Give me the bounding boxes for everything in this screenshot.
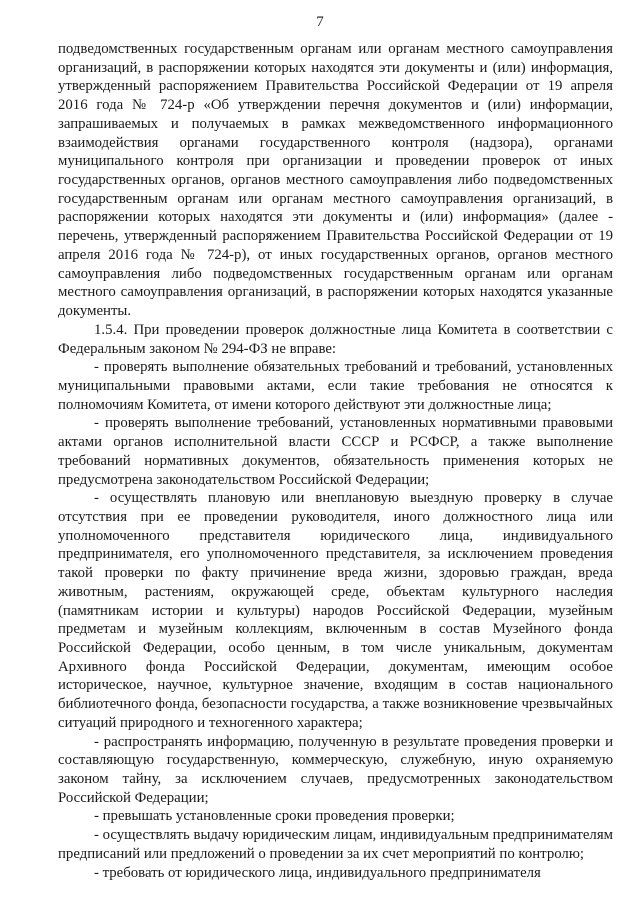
page-number: 7 [316,14,324,30]
list-item-ussr-acts: - проверять выполнение требований, установленных нормативными правовыми актами органов исполнительной власти СССР и РСФСР, а также выполнение требований нормативных документов, обязательность применения которых не предусмотрена законодательством Российской Федерации; [58,415,613,488]
paragraph-continuation: подведомственных государственным органам или органам местного самоуправления организаций, в распоряжении которых находятся эти документы и (или) информация, утвержденный распоряжением Правительства Российской Федерации от 19 апреля 2016 года № 724-р «Об утверждении перечня документов и (или) информации, запрашиваемых и получаемых в рамках межведомственного информационного взаимодействия органами государственного контроля (надзора), органами муниципального контроля при организации и проведении проверок от иных государственных органов, органов местного самоуправления либо подведомственных государственным органам или органам местного самоуправления организаций, в распоряжении которых находятся эти документы и (или) информация» (далее - перечень, утвержденный распоряжением Правительства Российской Федерации от 19 апреля 2016 года № 724-р), от иных государственных органов, органов местного самоуправления либо подведомственных государственным органам или органам местного самоуправления организаций, в распоряжении которых находятся указанные документы. [58,41,613,320]
list-item-exceed-deadlines: - превышать установленные сроки проведения проверки; [94,808,455,825]
list-item-demand: - требовать от юридического лица, индивидуального предпринимателя [94,864,541,881]
list-item-issue-orders: - осуществлять выдачу юридическим лицам, индивидуальным предпринимателям предписаний или предложений о проведении за их счет мероприятий по контролю; [58,827,613,862]
document-body [58,40,613,882]
paragraph-section-1-5-4: 1.5.4. При проведении проверок должностные лица Комитета в соответствии с Федеральным законом № 294-ФЗ не вправе: [58,321,613,357]
list-item-onsite-inspection: - осуществлять плановую или внеплановую выездную проверку в случае отсутствия при ее проведении руководителя, иного должностного лица или уполномоченного представителя юридического лица, индивидуального предпринимателя, его уполномоченного представителя, за исключением проведения такой проверки по факту причинение вреда жизни, здоровью граждан, вреда животным, растениям, окружающей среде, объектам культурного наследия (памятникам истории и культуры) народов Российской Федерации, музейным предметам и музейным коллекциям, включенным в состав Музейного фонда Российской Федерации, особо ценным, в том числе уникальным, документам Архивного фонда Российской Федерации, документам, имеющим особое историческое, научное, культурное значение, входящим в состав национального библиотечного фонда, безопасности государства, а также возникновение чрезвычайных ситуаций природного и техногенного характера; [58,490,613,731]
list-item-disclose-information: - распространять информацию, полученную в результате проведения проверки и составляющую государственную, коммерческую, служебную, иную охраняемую законом тайну, за исключением случаев, предусмотренных законодательством Российской Федерации; [58,733,613,806]
list-item-check-requirements: - проверять выполнение обязательных требований и требований, установленных муниципальными правовыми актами, если такие требования не относятся к полномочиям Комитета, от имени которого действуют эти должностные лица; [58,359,613,413]
